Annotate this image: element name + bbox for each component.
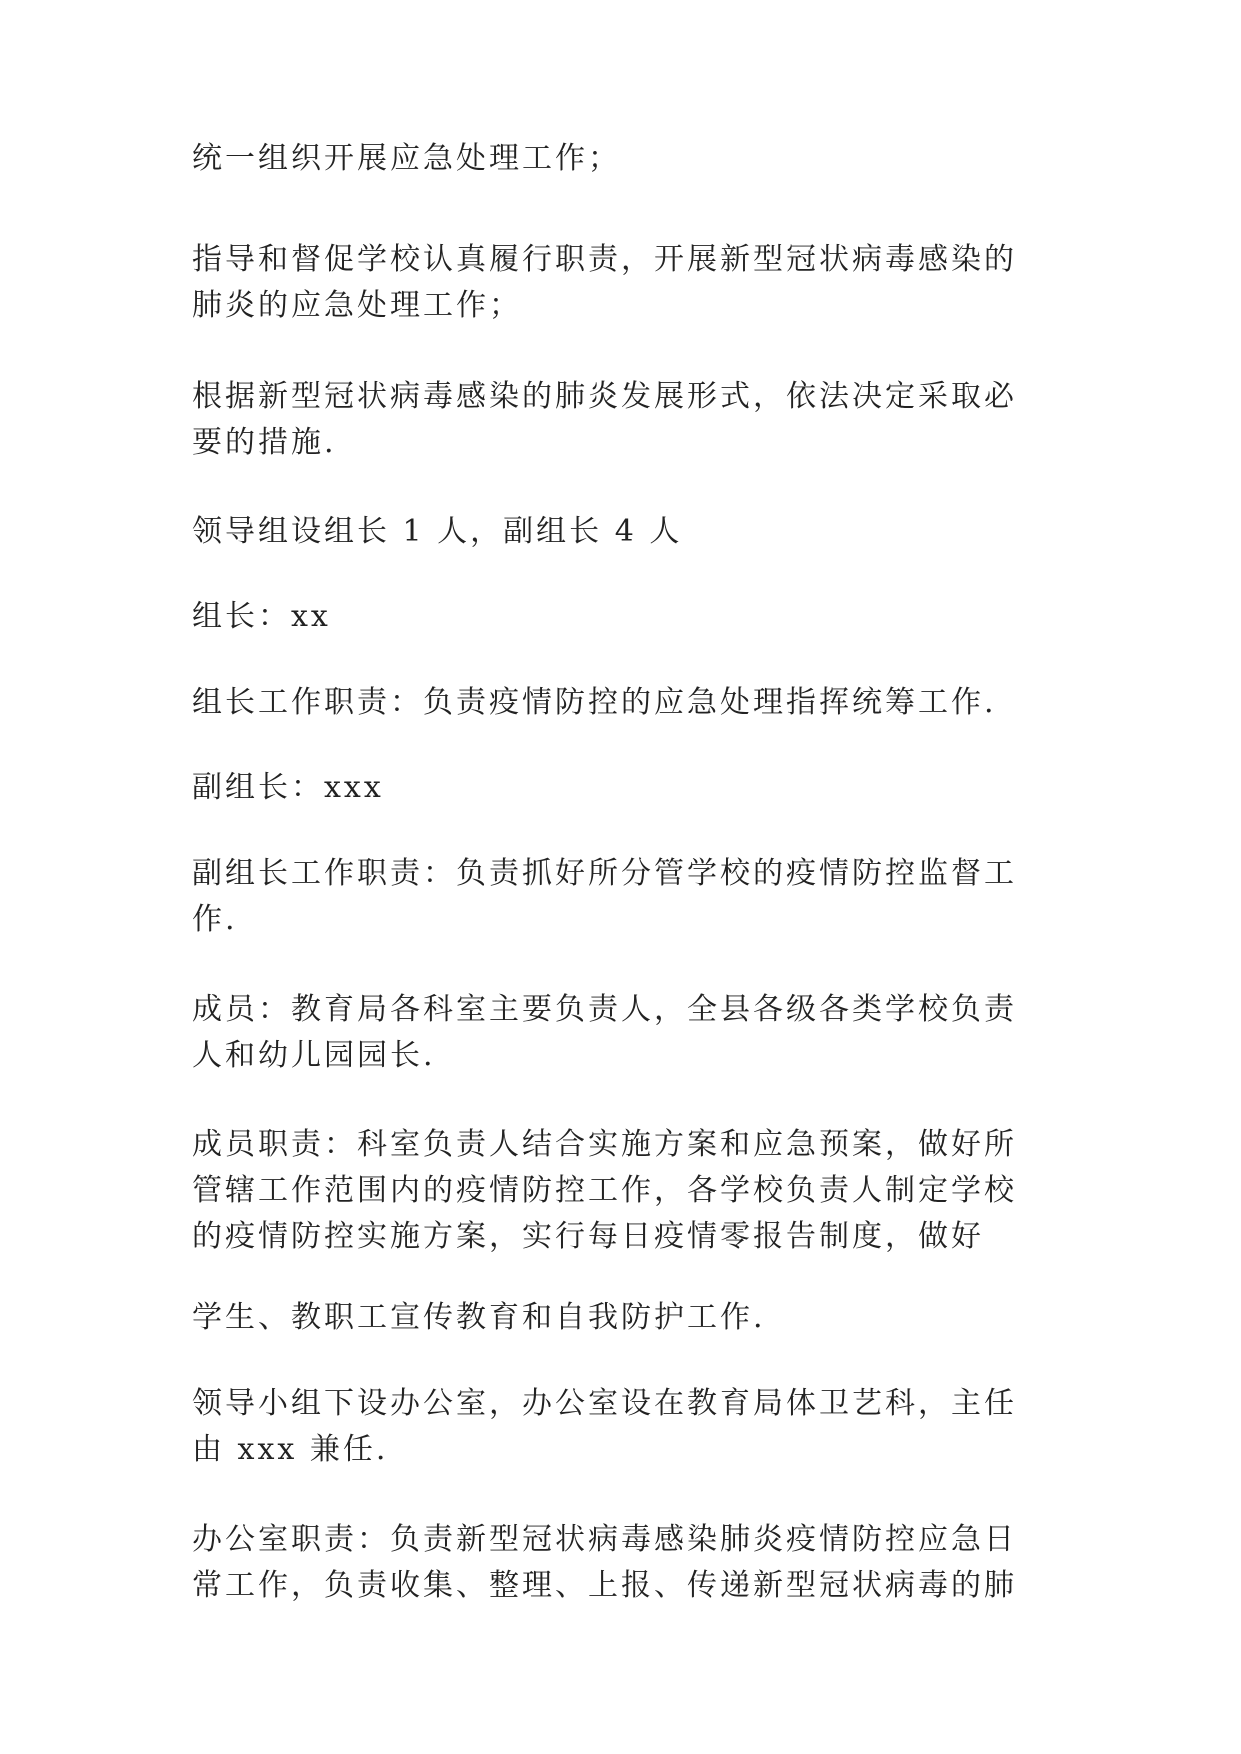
paragraph-line: 管辖工作范围内的疫情防控工作，各学校负责人制定学校 bbox=[192, 1173, 1017, 1208]
paragraph-line: 学生、教职工宣传教育和自我防护工作. bbox=[192, 1300, 766, 1335]
paragraph-line: 的疫情防控实施方案，实行每日疫情零报告制度，做好 bbox=[192, 1219, 984, 1254]
paragraph-12 bbox=[192, 1381, 1032, 1473]
paragraph-line: 副组长工作职责：负责抓好所分管学校的疫情防控监督工 bbox=[192, 856, 1017, 891]
paragraph-8 bbox=[192, 851, 1032, 943]
paragraph-7 bbox=[192, 765, 1032, 811]
paragraph-9 bbox=[192, 987, 1032, 1079]
paragraph-line: 由 xxx 兼任. bbox=[192, 1432, 389, 1467]
paragraph-6 bbox=[192, 680, 1032, 726]
paragraph-line: 根据新型冠状病毒感染的肺炎发展形式，依法决定采取必 bbox=[192, 379, 1017, 414]
paragraph-5 bbox=[192, 594, 1032, 640]
paragraph-line: 要的措施. bbox=[192, 425, 337, 460]
paragraph-line: 统一组织开展应急处理工作； bbox=[192, 141, 621, 176]
paragraph-3 bbox=[192, 374, 1032, 466]
paragraph-1 bbox=[192, 136, 1032, 182]
paragraph-line: 组长工作职责：负责疫情防控的应急处理指挥统筹工作. bbox=[192, 685, 997, 720]
paragraph-line: 常工作，负责收集、整理、上报、传递新型冠状病毒的肺 bbox=[192, 1568, 1017, 1603]
paragraph-line: 成员职责：科室负责人结合实施方案和应急预案，做好所 bbox=[192, 1127, 1017, 1162]
paragraph-11 bbox=[192, 1295, 1032, 1341]
paragraph-10 bbox=[192, 1122, 1032, 1260]
paragraph-2 bbox=[192, 237, 1032, 329]
paragraph-13 bbox=[192, 1517, 1032, 1609]
paragraph-line: 领导小组下设办公室，办公室设在教育局体卫艺科，主任 bbox=[192, 1386, 1017, 1421]
paragraph-line: 办公室职责：负责新型冠状病毒感染肺炎疫情防控应急日 bbox=[192, 1522, 1017, 1557]
paragraph-line: 作. bbox=[192, 902, 238, 937]
paragraph-4 bbox=[192, 509, 1032, 555]
paragraph-line: 副组长：xxx bbox=[192, 770, 384, 805]
paragraph-line: 指导和督促学校认真履行职责，开展新型冠状病毒感染的 bbox=[192, 242, 1017, 277]
paragraph-line: 人和幼儿园园长. bbox=[192, 1038, 436, 1073]
paragraph-line: 肺炎的应急处理工作； bbox=[192, 288, 522, 323]
paragraph-line: 组长：xx bbox=[192, 599, 331, 634]
paragraph-line: 领导组设组长 1 人，副组长 4 人 bbox=[192, 514, 683, 549]
paragraph-line: 成员：教育局各科室主要负责人，全县各级各类学校负责 bbox=[192, 992, 1017, 1027]
